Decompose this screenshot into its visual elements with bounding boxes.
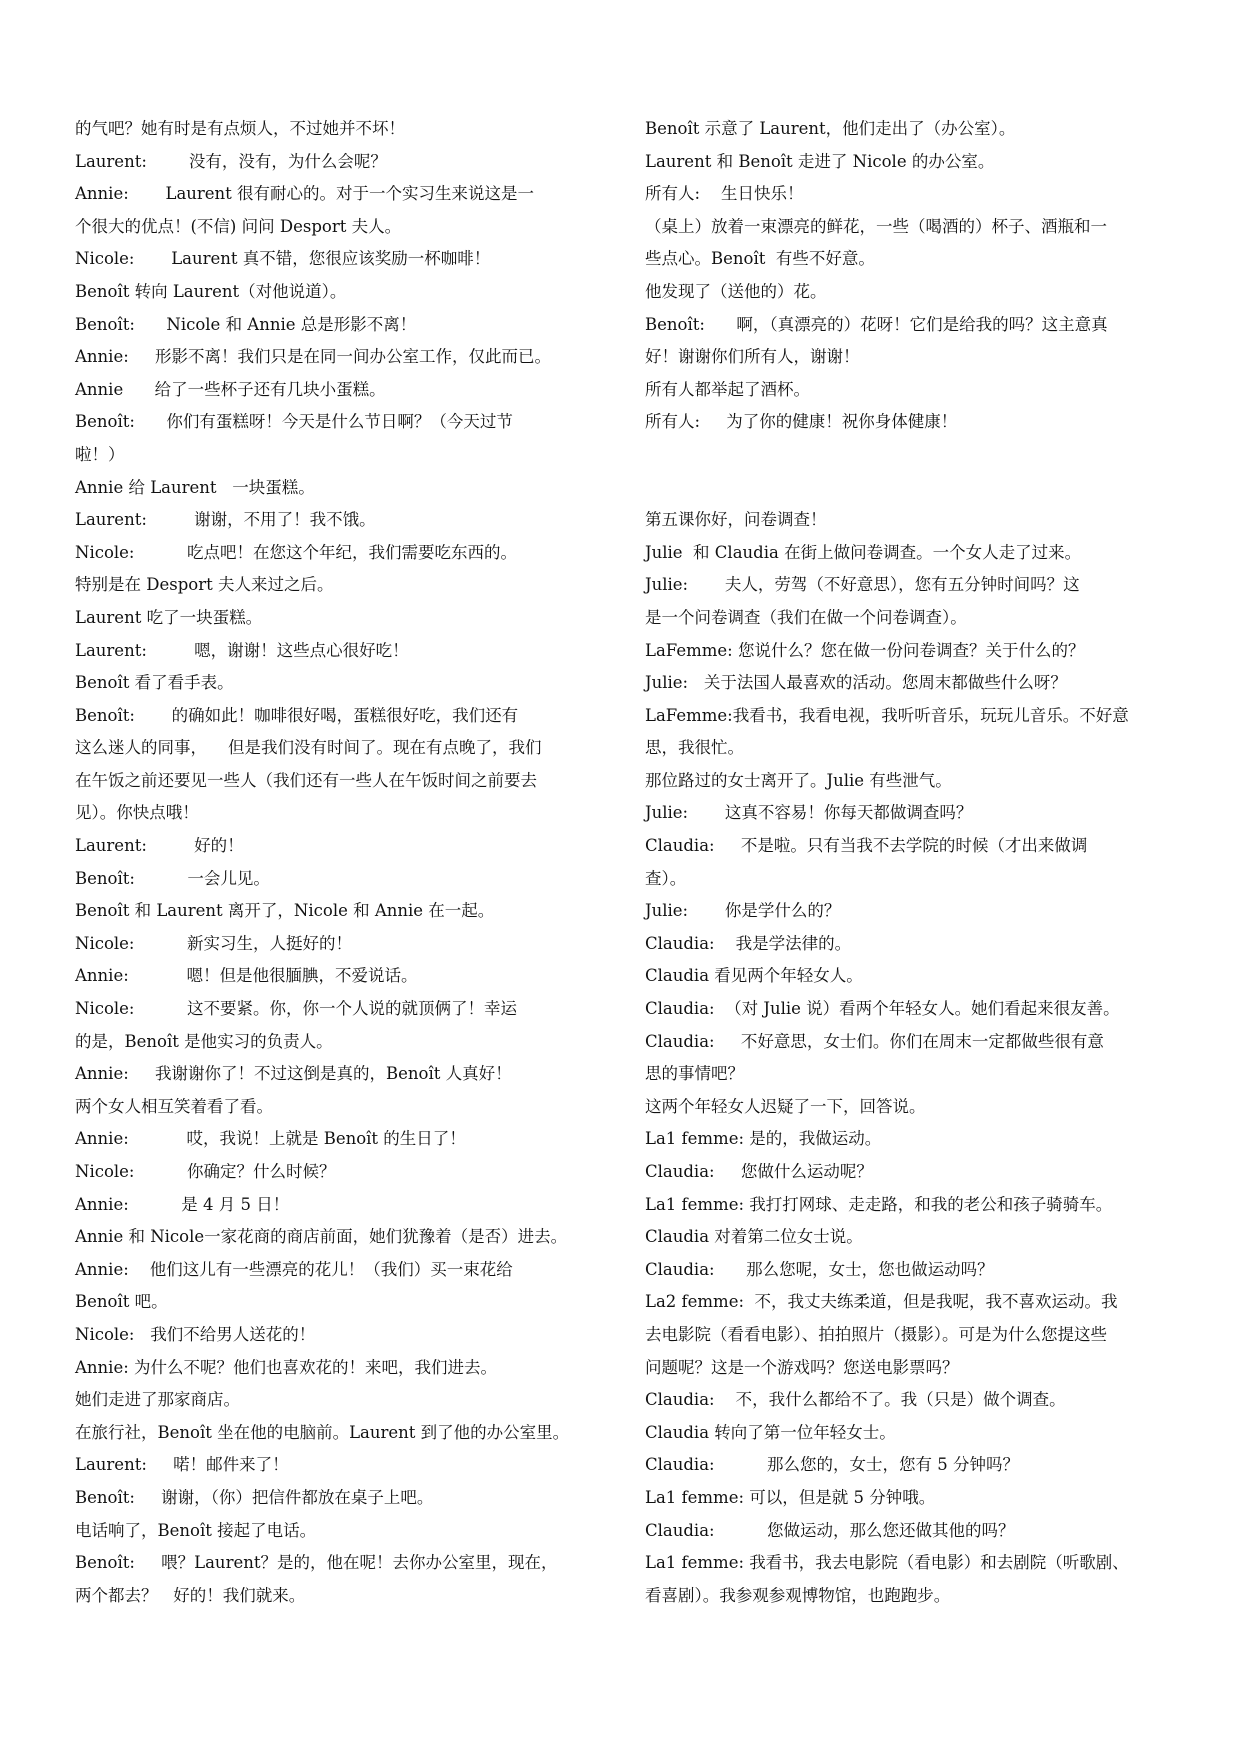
right-column-line: Julie: 你是学什么的？ [645, 901, 841, 921]
left-column-line: 的是，Benoît 是他实习的负责人。 [75, 1031, 333, 1051]
left-column-line: 在旅行社，Benoît 坐在他的电脑前。Laurent 到了他的办公室里。 [75, 1422, 570, 1442]
right-column-line: Claudia: 您做什么运动呢？ [645, 1162, 873, 1181]
left-column-line: Benoît 转向 Laurent（对他说道）。 [75, 281, 347, 301]
right-column-line [645, 472, 1185, 505]
right-column-line: Benoît 示意了 Laurent，他们走出了（办公室）。 [645, 119, 1016, 138]
left-column-line: Laurent: 没有，没有，为什么会呢？ [75, 151, 387, 171]
left-column-line: Annie: 为什么不呢？他们也喜欢花的！来吧，我们进去。 [75, 1357, 498, 1377]
right-column-line: Claudia: 您做运动，那么您还做其他的吗？ [645, 1520, 1015, 1540]
right-column-line: （桌上）放着一束漂亮的鲜花，一些（喝酒的）杯子、酒瓶和一 [645, 216, 1107, 236]
right-column-line: 去电影院（看看电影）、拍拍照片（摄影）。可是为什么您提这些 [645, 1324, 1107, 1344]
left-column-line: Benoît: 你们有蛋糕呀！今天是什么节日啊？（今天过节 [75, 412, 513, 432]
right-column-line [645, 439, 1185, 472]
right-column-line: 他发现了（送他的）花。 [645, 281, 827, 301]
right-column-line: La1 femme: 我看书，我去电影院（看电影）和去剧院（听歌剧、 [645, 1553, 1129, 1573]
left-column-line: Nicole: 我们不给男人送花的！ [75, 1324, 316, 1344]
left-column-line: Nicole: 新实习生，人挺好的！ [75, 933, 352, 953]
right-column-line: 第五课你好，问卷调查！ [645, 510, 827, 530]
right-column-line: Claudia: （对 Julie 说）看两个年轻女人。她们看起来很友善。 [645, 999, 1120, 1019]
right-column-line: La1 femme: 是的，我做运动。 [645, 1129, 882, 1149]
right-column-line: Claudia: 不好意思，女士们。你们在周末一定都做些很有意 [645, 1031, 1104, 1051]
right-column-line: Julie 和 Claudia 在街上做问卷调查。一个女人走了过来。 [645, 542, 1082, 562]
left-column-line: Nicole: 这不要紧。你，你一个人说的就顶俩了！幸运 [75, 999, 517, 1019]
left-column-line: Laurent 吃了一块蛋糕。 [75, 607, 263, 627]
right-column-line: Claudia: 我是学法律的。 [645, 933, 852, 953]
right-column-line: Claudia 对着第二位女士说。 [645, 1227, 863, 1247]
left-column-line: 她们走进了那家商店。 [75, 1390, 240, 1410]
right-column-line: Julie: 夫人，劳驾（不好意思），您有五分钟时间吗？这 [645, 575, 1080, 595]
left-column-line: Annie: 我谢谢你了！不过这倒是真的，Benoît 人真好！ [75, 1064, 512, 1084]
right-column-line: 那位路过的女士离开了。Julie 有些泄气。 [645, 770, 952, 790]
right-column-line: Laurent 和 Benoît 走进了 Nicole 的办公室。 [645, 151, 995, 171]
left-column-line: 啦！） [75, 444, 125, 464]
right-column-line: La2 femme: 不，我丈夫练柔道，但是我呢，我不喜欢运动。我 [645, 1292, 1118, 1312]
right-column-line: Julie: 这真不容易！你每天都做调查吗？ [645, 803, 973, 823]
left-column-line: Laurent: 喏！邮件来了！ [75, 1455, 289, 1475]
left-column-line: Annie: 哎，我说！上就是 Benoît 的生日了！ [75, 1129, 466, 1149]
right-column-line: Claudia: 那么您的，女士，您有 5 分钟吗？ [645, 1455, 1020, 1475]
right-column-line: 问题呢？这是一个游戏吗？您送电影票吗？ [645, 1357, 959, 1377]
left-column-line: Laurent: 嗯，谢谢！这些点心很好吃！ [75, 640, 409, 660]
left-column-line: 个很大的优点！(不信) 问问 Desport 夫人。 [75, 216, 402, 236]
left-column-line: Annie: 形影不离！我们只是在同一间办公室工作，仅此而已。 [75, 347, 551, 367]
right-column-line: 思，我很忙。 [645, 738, 744, 758]
right-column-line: 查）。 [645, 868, 687, 888]
left-column-line: 见）。你快点哦！ [75, 803, 199, 823]
left-column-line: Benoît: 一会儿见。 [75, 868, 270, 888]
right-column-line: La1 femme: 我打打网球、走走路，和我的老公和孩子骑骑车。 [645, 1194, 1113, 1214]
left-column-line: Benoît: Nicole 和 Annie 总是形影不离！ [75, 314, 417, 334]
right-column-line: 是一个问卷调查（我们在做一个问卷调查）。 [645, 607, 967, 627]
right-column-line: 所有人: 生日快乐！ [645, 184, 804, 204]
right-column-line: Claudia: 那么您呢，女士，您也做运动吗？ [645, 1259, 994, 1279]
right-column-line: Claudia 看见两个年轻女人。 [645, 966, 863, 986]
left-column-line: Laurent: 好的！ [75, 836, 244, 856]
left-column-line: Annie 和 Nicole一家花商的商店前面，她们犹豫着（是否）进去。 [75, 1227, 568, 1247]
left-column-line: Annie: 是 4 月 5 日！ [75, 1194, 290, 1214]
right-column-line: Claudia 转向了第一位年轻女士。 [645, 1422, 896, 1442]
right-column-line: 这两个年轻女人迟疑了一下，回答说。 [645, 1096, 926, 1116]
right-column-line: 好！谢谢你们所有人，谢谢！ [645, 347, 860, 367]
left-column-line: Annie 给 Laurent 一块蛋糕。 [75, 477, 315, 497]
right-column-line: 些点心。Benoît 有些不好意。 [645, 249, 875, 269]
right-column-line: 所有人: 为了你的健康！祝你身体健康！ [645, 412, 958, 432]
left-column-line: Nicole: 你确定？什么时候？ [75, 1162, 336, 1181]
left-column-line: Annie: Laurent 很有耐心的。对于一个实习生来说这是一 [75, 184, 535, 204]
left-column-line: 两个都去？ 好的！我们就来。 [75, 1585, 306, 1605]
right-column-line: La1 femme: 可以，但是就 5 分钟哦。 [645, 1487, 936, 1507]
left-column-line: Benoît 看了看手表。 [75, 673, 234, 693]
left-column-line: Annie 给了一些杯子还有几块小蛋糕。 [75, 379, 386, 399]
left-column-line: Annie: 他们这儿有一些漂亮的花儿！（我们）买一束花给 [75, 1259, 513, 1279]
right-column-line: 思的事情吧？ [645, 1064, 744, 1084]
right-column-line: 所有人都举起了酒杯。 [645, 379, 810, 399]
left-column-line: Benoît: 喂？Laurent？是的，他在呢！去你办公室里，现在， [75, 1553, 558, 1573]
left-column-line: Benoît 和 Laurent 离开了，Nicole 和 Annie 在一起。 [75, 901, 495, 921]
left-column-line: 特别是在 Desport 夫人来过之后。 [75, 575, 334, 595]
right-column-line: Claudia: 不是啦。只有当我不去学院的时候（才出来做调 [645, 836, 1088, 856]
right-column-line: Julie: 关于法国人最喜欢的活动。您周末都做些什么呀？ [645, 673, 1067, 693]
right-column-line: Claudia: 不，我什么都给不了。我（只是）做个调查。 [645, 1390, 1066, 1410]
left-column-line: Annie: 嗯！但是他很腼腆，不爱说话。 [75, 966, 418, 986]
right-column-line: LaFemme:我看书，我看电视，我听听音乐，玩玩儿音乐。不好意 [645, 705, 1129, 725]
left-column-line: 电话响了，Benoît 接起了电话。 [75, 1520, 317, 1540]
left-column-line: 两个女人相互笑着看了看。 [75, 1096, 273, 1116]
left-column-line: 这么迷人的同事， 但是我们没有时间了。现在有点晚了，我们 [75, 738, 542, 758]
left-column [75, 113, 615, 1612]
left-column-line: Benoît: 的确如此！咖啡很好喝，蛋糕很好吃，我们还有 [75, 705, 519, 725]
left-column-line: Benoît 吧。 [75, 1292, 168, 1312]
right-column-line: LaFemme: 您说什么？您在做一份问卷调查？关于什么的？ [645, 640, 1085, 660]
left-column-line: Nicole: Laurent 真不错，您很应该奖励一杯咖啡！ [75, 249, 491, 269]
right-column-line: Benoît: 啊，（真漂亮的）花呀！它们是给我的吗？这主意真 [645, 314, 1108, 334]
left-column-line: Laurent: 谢谢，不用了！我不饿。 [75, 510, 376, 530]
right-column-line: 看喜剧）。我参观参观博物馆，也跑跑步。 [645, 1585, 951, 1605]
left-column-line: Nicole: 吃点吧！在您这个年纪，我们需要吃东西的。 [75, 542, 517, 562]
left-column-line: 在午饭之前还要见一些人（我们还有一些人在午饭时间之前要去 [75, 770, 537, 790]
left-column-line: 的气吧？她有时是有点烦人，不过她并不坏！ [75, 119, 405, 138]
left-column-line: Benoît: 谢谢，（你）把信件都放在桌子上吧。 [75, 1487, 434, 1507]
right-column [645, 113, 1185, 1612]
